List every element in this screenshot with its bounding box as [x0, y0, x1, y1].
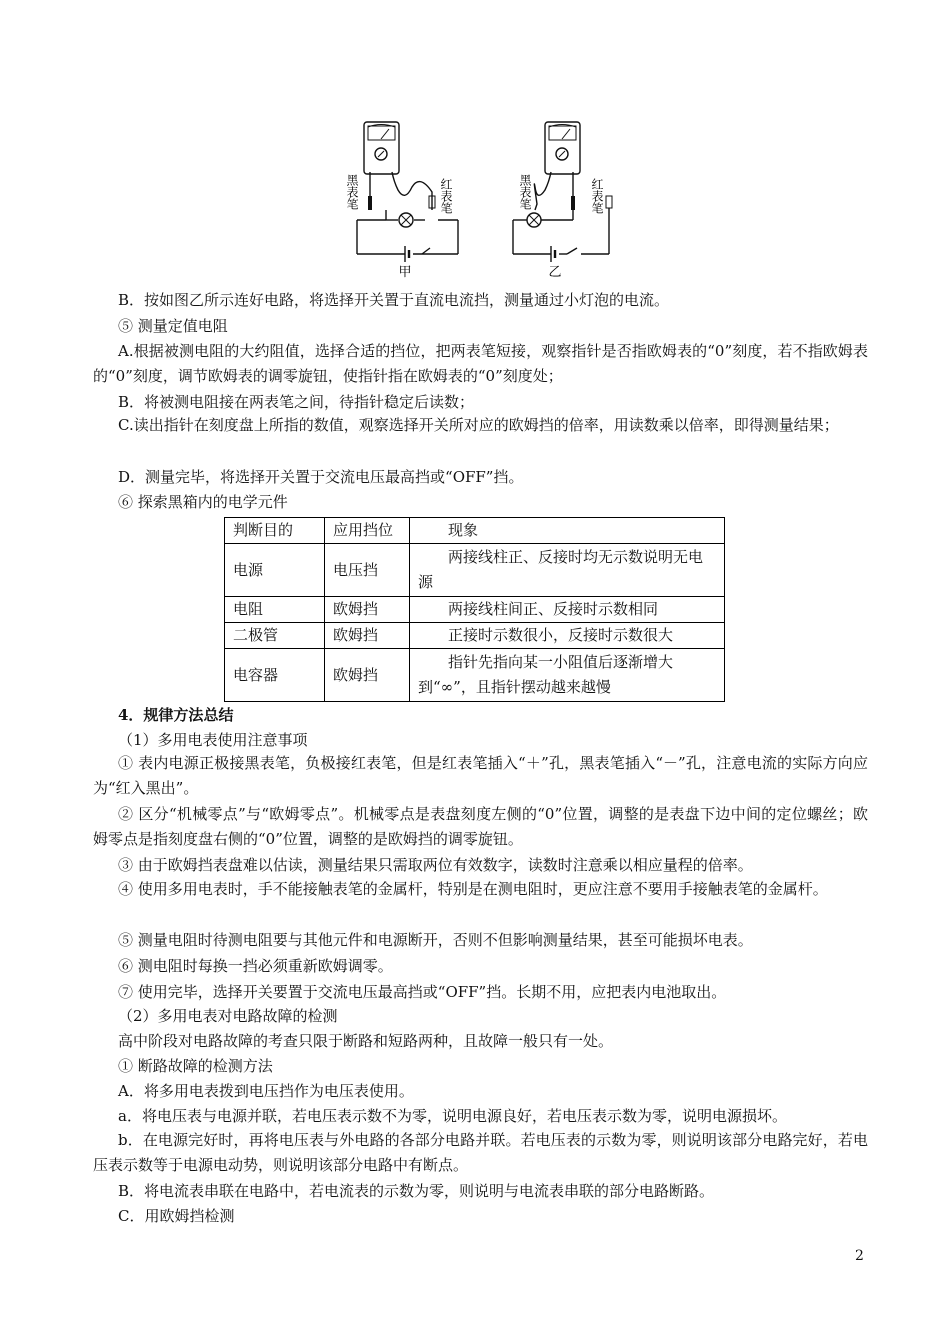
table-cell: 欧姆挡: [325, 597, 410, 623]
table-row: [225, 597, 725, 623]
table-cell: 电压挡: [325, 544, 410, 597]
section-heading: ⑤ 测量定值电阻: [118, 317, 228, 335]
text-line: a．将电压表与电源并联，若电压表示数不为零，说明电源良好，若电压表示数为零，说明电源损坏。: [118, 1107, 787, 1125]
table-row: [225, 544, 725, 597]
paragraph: b．在电源完好时，再将电压表与外电路的各部分电路并联。若电压表的示数为零，则说明该部分电路完好，若电压表示数等于电源电动势，则说明该部分电路中有断点。: [93, 1131, 868, 1174]
text-line: A．将多用电表拨到电压挡作为电压表使用。: [118, 1082, 414, 1100]
paragraph: ① 表内电源正极接黑表笔，负极接红表笔，但是红表笔插入“＋”孔，黑表笔插入“－”孔，注意电流的实际方向应为“红入黑出”。: [93, 754, 868, 797]
text-line: ⑦ 使用完毕，选择开关要置于交流电压最高挡或“OFF”挡。长期不用，应把表内电池取出。: [118, 983, 727, 1001]
table-cell: 电容器: [225, 649, 325, 702]
subsection-title: （1）多用电表使用注意事项: [118, 731, 308, 749]
table-cell: 正接时示数很小，反接时示数很大: [410, 623, 725, 649]
table-cell: 电阻: [225, 597, 325, 623]
table-cell: 电源: [225, 544, 325, 597]
black-probe-label: 黑表笔: [518, 174, 532, 210]
table-cell: 欧姆挡: [325, 623, 410, 649]
section-heading: ⑥ 探索黑箱内的电学元件: [118, 493, 288, 511]
table-row: [225, 623, 725, 649]
text-line: ③ 由于欧姆挡表盘难以估读，测量结果只需取两位有效数字，读数时注意乘以相应量程的倍率。: [118, 856, 753, 874]
text-line: ⑥ 测电阻时每换一挡必须重新欧姆调零。: [118, 957, 393, 975]
paragraph: ② 区分“机械零点”与“欧姆零点”。机械零点是表盘刻度左侧的“0”位置，调整的是表盘下边中间的定位螺丝；欧姆零点是指刻度盘右侧的“0”位置，调整的是欧姆挡的调零旋钮。: [93, 805, 868, 848]
table-row: [225, 649, 725, 702]
red-probe-label: 红表笔: [439, 178, 453, 214]
figure-yi: [505, 112, 620, 282]
text-line: B．按如图乙所示连好电路，将选择开关置于直流电流挡，测量通过小灯泡的电流。: [118, 291, 670, 309]
text-line: C．用欧姆挡检测: [118, 1207, 235, 1225]
text-line: B．将电流表串联在电路中，若电流表的示数为零，则说明与电流表串联的部分电路断路。: [118, 1182, 715, 1200]
text-line: B．将被测电阻接在两表笔之间，待指针稳定后读数；: [118, 393, 475, 411]
page-number: 2: [855, 1248, 864, 1264]
table-cell: 两接线柱间正、反接时示数相同: [410, 597, 725, 623]
paragraph: A.根据被测电阻的大约阻值，选择合适的挡位，把两表笔短接，观察指针是否指欧姆表的“0”刻度，若不指欧姆表的“0”刻度，调节欧姆表的调零旋钮，使指针指在欧姆表的“0”刻度处；: [93, 342, 868, 385]
table-header: 应用挡位: [325, 518, 410, 544]
table-header: 现象: [410, 518, 725, 544]
table-cell: 两接线柱正、反接时均无示数说明无电源: [410, 544, 725, 597]
black-box-table: [224, 517, 725, 702]
table-cell: 欧姆挡: [325, 649, 410, 702]
paragraph: C.读出指针在刻度盘上所指的数值，观察选择开关所对应的欧姆挡的倍率，用读数乘以倍率，即得测量结果；: [118, 416, 839, 434]
table-cell: 指针先指向某一小阻值后逐渐增大到“∞”，且指针摆动越来越慢: [410, 649, 725, 702]
circuit-figures: [0, 112, 950, 282]
text-line: D．测量完毕，将选择开关置于交流电压最高挡或“OFF”挡。: [118, 468, 524, 486]
figure-jia: [345, 112, 465, 282]
section-title: 4．规律方法总结: [118, 706, 234, 724]
table-cell: 二极管: [225, 623, 325, 649]
text-line: ① 断路故障的检测方法: [118, 1057, 273, 1075]
table-header: 判断目的: [225, 518, 325, 544]
figure-caption: 乙: [548, 264, 562, 279]
table-header-row: [225, 518, 725, 544]
black-probe-label: 黑表笔: [345, 174, 359, 210]
text-line: 高中阶段对电路故障的考查只限于断路和短路两种，且故障一般只有一处。: [118, 1032, 614, 1050]
text-line: ⑤ 测量电阻时待测电阻要与其他元件和电源断开，否则不但影响测量结果，甚至可能损坏电表。: [118, 931, 753, 949]
red-probe-label: 红表笔: [590, 178, 604, 214]
figure-caption: 甲: [398, 264, 412, 279]
subsection-title: （2）多用电表对电路故障的检测: [118, 1007, 338, 1025]
paragraph: ④ 使用多用电表时，手不能接触表笔的金属杆，特别是在测电阻时，更应注意不要用手接触表笔的金属杆。: [118, 880, 828, 898]
